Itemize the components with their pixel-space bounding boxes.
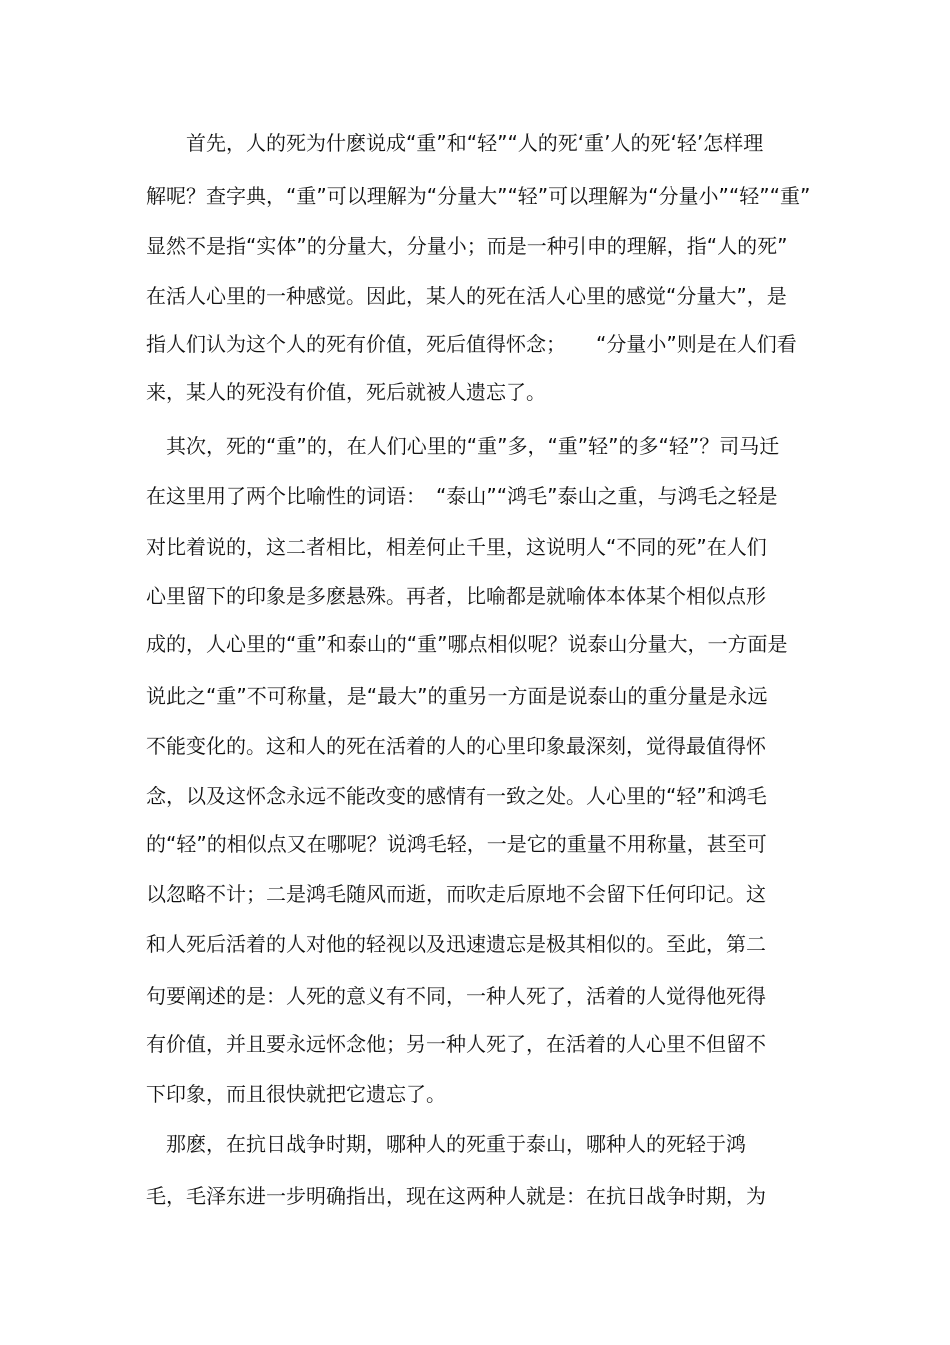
text-line-17: 和人死后活着的人对他的轻视以及迅速遗忘是极其相似的。至此，第二: [146, 932, 766, 956]
text-line-3: 显然不是指“实体”的分量大，分量小；而是一种引申的理解，指“人的死”: [146, 234, 788, 258]
text-line-9: 对比着说的，这二者相比，相差何止千里，这说明人“不同的死”在人们: [146, 535, 767, 559]
text-line-18: 句要阐述的是：人死的意义有不同，一种人死了，活着的人觉得他死得: [146, 984, 766, 1008]
text-line-14: 念，以及这怀念永远不能改变的感情有一致之处。人心里的“轻”和鸿毛: [146, 784, 767, 808]
text-line-10: 心里留下的印象是多麽悬殊。再者，比喻都是就喻体本体某个相似点形: [146, 584, 766, 608]
text-line-8: 在这里用了两个比喻性的词语： “泰山”“鸿毛”泰山之重，与鸿毛之轻是: [146, 484, 778, 508]
text-line-16: 以忽略不计；二是鸿毛随风而逝，而吹走后原地不会留下任何印记。这: [146, 882, 766, 906]
text-line-13: 不能变化的。这和人的死在活着的人的心里印象最深刻，觉得最值得怀: [146, 734, 766, 758]
text-line-19: 有价值，并且要永远怀念他；另一种人死了，在活着的人心里不但留不: [146, 1032, 766, 1056]
text-line-12: 说此之“重”不可称量，是“最大”的重另一方面是说泰山的重分量是永远: [146, 684, 768, 708]
text-line-22: 毛，毛泽东进一步明确指出，现在这两种人就是：在抗日战争时期，为: [146, 1184, 766, 1208]
text-line-7: 其次，死的“重”的，在人们心里的“重”多，“重”轻”的多“轻”？司马迁: [146, 434, 780, 458]
text-line-5: 指人们认为这个人的死有价值，死后值得怀念； “分量小”则是在人们看: [146, 332, 797, 356]
text-line-21: 那麽，在抗日战争时期，哪种人的死重于泰山，哪种人的死轻于鸿: [146, 1132, 746, 1156]
text-line-1: 首先，人的死为什麽说成“重”和“轻”“人的死‘重’人的死‘轻’怎样理: [146, 131, 764, 155]
text-line-20: 下印象，而且很快就把它遗忘了。: [146, 1082, 446, 1106]
text-line-2: 解呢？查字典，“重”可以理解为“分量大”“轻”可以理解为“分量小”“轻”“重”: [146, 184, 811, 208]
text-line-15: 的“轻”的相似点又在哪呢？说鸿毛轻，一是它的重量不用称量，甚至可: [146, 832, 767, 856]
text-line-6: 来，某人的死没有价值，死后就被人遗忘了。: [146, 380, 546, 404]
text-line-11: 成的，人心里的“重”和泰山的“重”哪点相似呢？说泰山分量大，一方面是: [146, 632, 788, 656]
text-line-4: 在活人心里的一种感觉。因此，某人的死在活人心里的感觉“分量大”，是: [146, 284, 787, 308]
